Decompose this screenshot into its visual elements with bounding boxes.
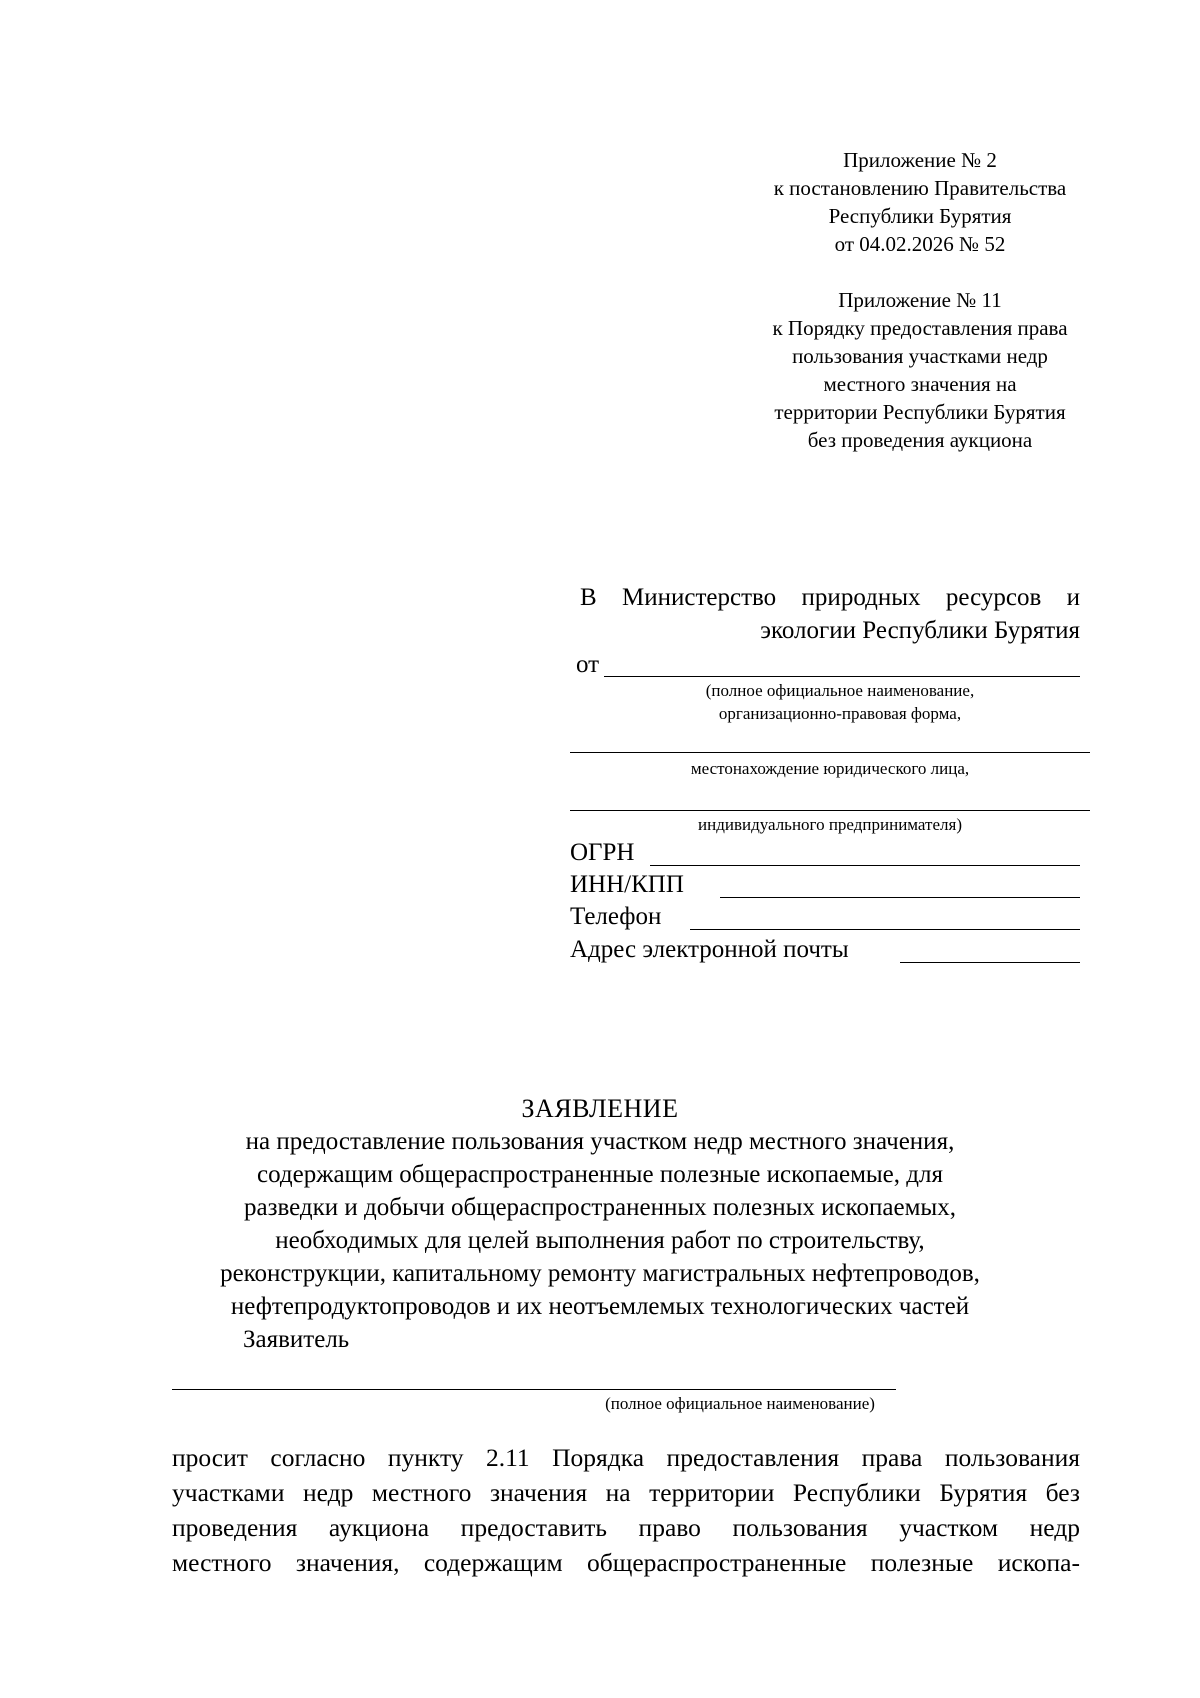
- note-name-1: (полное официальное наименование,: [705, 681, 975, 700]
- location-field-line[interactable]: [570, 752, 1090, 753]
- subtitle-line: необходимых для целей выполнения работ по строительству,: [275, 1227, 925, 1254]
- appendix-2-line: местного значения на: [823, 372, 1017, 396]
- statement-subtitle: [120, 1125, 1080, 1323]
- statement-title: ЗАЯВЛЕНИЕ: [521, 1094, 679, 1123]
- subtitle-line: на предоставление пользования участком недр местного значения,: [245, 1128, 955, 1155]
- statement-body: [172, 1440, 1080, 1580]
- ogrn-field-line[interactable]: [650, 865, 1080, 866]
- applicant-field-line[interactable]: [172, 1389, 896, 1390]
- appendix-block-2: [740, 286, 1100, 454]
- appendix-1-line: от 04.02.2026 № 52: [834, 232, 1006, 256]
- appendix-1-line: к постановлению Правительства: [773, 176, 1067, 200]
- applicant-label: Заявитель: [243, 1326, 350, 1353]
- appendix-1-line: Приложение № 2: [843, 148, 997, 172]
- from-field-line[interactable]: [604, 676, 1080, 677]
- email-label: Адрес электронной почты: [570, 936, 849, 963]
- body-line: просит согласно пункту 2.11 Порядка предоставления права пользования: [172, 1443, 1080, 1472]
- from-label: от: [576, 651, 600, 678]
- body-line: проведения аукциона предоставить право пользования участком недр: [172, 1513, 1080, 1542]
- appendix-2-line: Приложение № 11: [838, 288, 1002, 312]
- subtitle-line: нефтепродуктопроводов и их неотъемлемых технологических частей: [230, 1293, 970, 1320]
- subtitle-line: содержащим общераспространенные полезные ископаемые, для: [257, 1161, 943, 1188]
- applicant-note: (полное официальное наименование): [605, 1394, 875, 1413]
- ogrn-label: ОГРН: [570, 839, 635, 866]
- body-line: местного значения, содержащим общераспространенные полезные ископа-: [172, 1548, 1080, 1577]
- appendix-1-line: Республики Бурятия: [828, 204, 1012, 228]
- appendix-block-1: [740, 146, 1100, 258]
- appendix-2-line: без проведения аукциона: [807, 428, 1033, 452]
- subtitle-line: реконструкции, капитальному ремонту магистральных нефтепроводов,: [220, 1260, 980, 1287]
- appendix-2-line: территории Республики Бурятия: [774, 400, 1066, 424]
- appendix-2-line: пользования участками недр: [792, 344, 1048, 368]
- inn-kpp-label: ИНН/КПП: [570, 871, 684, 898]
- note-name-2: организационно-правовая форма,: [718, 704, 962, 723]
- addressee-ministry-line2: экологии Республики Бурятия: [760, 617, 1080, 644]
- appendix-2-line: к Порядку предоставления права: [772, 316, 1068, 340]
- entrepreneur-field-line[interactable]: [570, 810, 1090, 811]
- note-location: местонахождение юридического лица,: [690, 759, 970, 778]
- addressee-ministry-line1: В Министерство природных ресурсов и: [580, 584, 1080, 611]
- phone-field-line[interactable]: [690, 929, 1080, 930]
- email-field-line[interactable]: [900, 962, 1080, 963]
- body-line: участками недр местного значения на территории Республики Бурятия без: [172, 1478, 1080, 1507]
- note-entrepreneur: индивидуального предпринимателя): [698, 815, 962, 834]
- inn-kpp-field-line[interactable]: [720, 897, 1080, 898]
- subtitle-line: разведки и добычи общераспространенных полезных ископаемых,: [244, 1194, 956, 1221]
- phone-label: Телефон: [570, 903, 662, 930]
